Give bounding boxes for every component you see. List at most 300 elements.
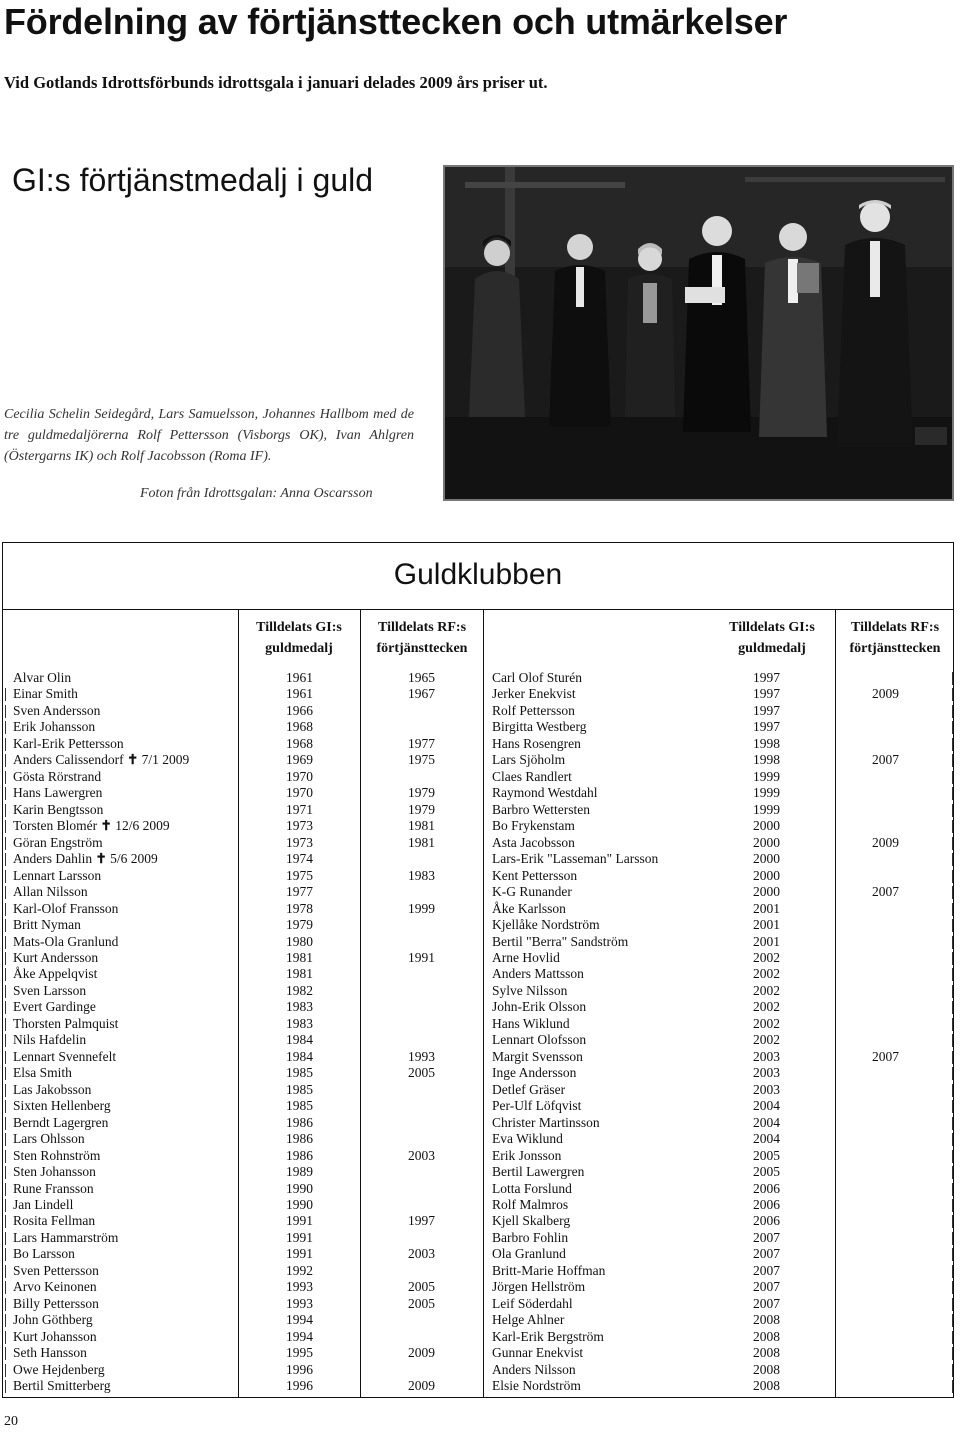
member-name-text: Allan Nilsson: [13, 884, 88, 900]
row-marker-bar: [952, 1314, 953, 1327]
member-name-text: Åke Appelqvist: [13, 966, 98, 982]
member-name: Rolf Malmros: [492, 1197, 569, 1212]
member-name: Gunnar Enekvist: [492, 1345, 584, 1361]
gi-year: 2008: [753, 1312, 780, 1328]
gi-year: 2008: [753, 1328, 780, 1344]
row-marker-bar: [952, 1018, 953, 1031]
table-row: [483, 868, 953, 884]
row-marker-bar: [952, 1281, 953, 1294]
rf-year: 1997: [408, 1213, 435, 1229]
table-row: [3, 1329, 483, 1345]
gi-year: 1999: [753, 801, 780, 817]
rf-year: 2007: [872, 1048, 899, 1064]
col-header-gi-left: [241, 617, 357, 659]
gi-year: 2002: [753, 949, 780, 965]
page-number: 20: [4, 1414, 18, 1429]
col-header-gi-line2: guldmedalj: [738, 641, 806, 656]
col-header-gi-right: [713, 617, 831, 659]
table-row: [3, 917, 483, 933]
table-row: [3, 719, 483, 735]
table-row: [3, 1032, 483, 1048]
rf-year: 1983: [408, 867, 435, 883]
table-row: [483, 686, 953, 702]
table-row: [483, 917, 953, 933]
row-marker-bar: [952, 870, 953, 883]
gi-year: 2007: [753, 1229, 780, 1245]
member-name-text: Seth Hansson: [13, 1345, 87, 1361]
rf-year: 1967: [408, 686, 435, 702]
guldklubben-table: [2, 542, 954, 1398]
table-row: [483, 736, 953, 752]
member-name: [13, 670, 71, 686]
gi-year: 2002: [753, 966, 780, 982]
gi-year: 1983: [286, 999, 313, 1015]
row-marker-bar: [952, 903, 953, 916]
gi-year: 2001: [753, 917, 780, 933]
member-name: [13, 1148, 100, 1164]
table-row: [483, 769, 953, 785]
row-marker-bar: [952, 738, 953, 751]
row-marker-bar: [952, 919, 953, 932]
table-row: [483, 950, 953, 966]
table-row: [3, 1197, 483, 1213]
table-row: [3, 1296, 483, 1312]
member-name: [13, 1230, 118, 1246]
member-name-text: Sixten Hellenberg: [13, 1098, 111, 1114]
member-name: Jerker Enekvist: [492, 686, 576, 702]
table-row: [483, 1279, 953, 1295]
member-name: Erik Jonsson: [492, 1147, 562, 1163]
row-marker-bar: [5, 919, 6, 932]
gi-year: 2006: [753, 1213, 780, 1229]
row-marker-bar: [952, 1183, 953, 1196]
member-name-text: Anders Calissendorf: [13, 752, 124, 768]
gi-year: 1961: [286, 686, 313, 702]
member-name-text: Einar Smith: [13, 686, 78, 702]
member-name: [13, 1246, 75, 1262]
gi-year: 1968: [286, 719, 313, 735]
member-name: Jörgen Hellström: [492, 1279, 586, 1295]
member-name: [13, 1279, 97, 1295]
row-marker-bar: [952, 1331, 953, 1344]
member-name: Eva Wiklund: [492, 1131, 563, 1147]
deceased-date: 7/1 2009: [141, 752, 190, 768]
row-marker-bar: [5, 1215, 6, 1228]
table-row: [3, 686, 483, 702]
table-row: [483, 1148, 953, 1164]
table-row: [483, 1131, 953, 1147]
gi-year: 1981: [286, 966, 313, 982]
row-marker-bar: [5, 738, 6, 751]
member-name: Barbro Fohlin: [492, 1229, 569, 1245]
member-name: Helge Ahlner: [492, 1312, 565, 1328]
gi-year: 1997: [753, 670, 780, 685]
member-name: [13, 1098, 111, 1114]
member-name-text: Elsa Smith: [13, 1065, 72, 1081]
member-name: Kent Pettersson: [492, 867, 578, 883]
row-marker-bar: [5, 1265, 6, 1278]
member-name-text: Thorsten Palmquist: [13, 1015, 119, 1031]
row-marker-bar: [5, 1100, 6, 1113]
member-name: Bertil "Berra" Sandström: [492, 933, 629, 949]
gi-year: 1990: [286, 1180, 313, 1196]
gi-year: 2000: [753, 818, 780, 834]
table-row: [3, 1263, 483, 1279]
gi-year: 1980: [286, 933, 313, 949]
row-marker-bar: [5, 1183, 6, 1196]
col-header-gi-line1: Tilldelats GI:s: [256, 620, 342, 635]
row-marker-bar: [952, 936, 953, 949]
row-marker-bar: [5, 903, 6, 916]
row-marker-bar: [5, 804, 6, 817]
table-row: [3, 785, 483, 801]
member-name: Elsie Nordström: [492, 1378, 581, 1394]
member-name: Per-Ulf Löfqvist: [492, 1098, 582, 1114]
member-name-text: Göran Engström: [13, 834, 103, 850]
member-name: Rolf Pettersson: [492, 702, 575, 718]
gi-year: 1982: [286, 982, 313, 998]
col-header-rf-line2: förtjänsttecken: [849, 641, 941, 656]
row-marker-bar: [5, 1117, 6, 1130]
table-row: [3, 835, 483, 851]
row-marker-bar: [5, 1051, 6, 1064]
gi-year: 1999: [753, 768, 780, 784]
col-header-gi-line1: Tilldelats GI:s: [729, 620, 815, 635]
table-row: [3, 1164, 483, 1180]
rf-year: 1999: [408, 900, 435, 916]
row-marker-bar: [952, 1265, 953, 1278]
member-name-text: Las Jakobsson: [13, 1081, 92, 1097]
row-marker-bar: [952, 1001, 953, 1014]
row-marker-bar: [5, 1133, 6, 1146]
table-row: [3, 1065, 483, 1081]
row-marker-bar: [952, 1051, 953, 1064]
member-name: Christer Martinsson: [492, 1114, 600, 1130]
row-marker-bar: [952, 1298, 953, 1311]
member-name: Britt-Marie Hoffman: [492, 1262, 606, 1278]
member-name: [13, 1065, 72, 1081]
table-row: [3, 950, 483, 966]
member-name: [13, 950, 98, 966]
table-row: [483, 1181, 953, 1197]
member-name-text: Karl-Erik Pettersson: [13, 735, 124, 751]
table-row: [483, 703, 953, 719]
rf-year: 2009: [872, 686, 899, 702]
table-row: [483, 1312, 953, 1328]
row-marker-bar: [5, 1084, 6, 1097]
member-name-text: Lars Hammarström: [13, 1229, 119, 1245]
member-name: [13, 752, 189, 768]
member-name: Arne Hovlid: [492, 949, 560, 965]
row-marker-bar: [952, 688, 953, 701]
row-marker-bar: [5, 1347, 6, 1360]
members-list-right: [483, 670, 953, 1395]
rf-year: 1981: [408, 834, 435, 850]
table-row: [483, 752, 953, 768]
row-marker-bar: [952, 952, 953, 965]
member-name-text: Arvo Keinonen: [13, 1279, 97, 1295]
table-row: [3, 1230, 483, 1246]
row-marker-bar: [5, 705, 6, 718]
table-row: [3, 1181, 483, 1197]
member-name: [13, 1181, 94, 1197]
member-name: Lars Sjöholm: [492, 752, 566, 768]
gi-year: 1977: [286, 884, 313, 900]
gi-year: 2000: [753, 851, 780, 867]
member-name: [13, 966, 97, 982]
row-marker-bar: [5, 1331, 6, 1344]
gi-year: 2002: [753, 1032, 780, 1048]
table-row: [483, 1082, 953, 1098]
row-marker-bar: [952, 721, 953, 734]
member-name: [13, 1378, 111, 1394]
table-row: [3, 1131, 483, 1147]
row-marker-bar: [5, 1248, 6, 1261]
table-row: [3, 670, 483, 686]
member-name-text: Alvar Olin: [13, 670, 72, 685]
row-marker-bar: [5, 754, 6, 767]
gi-year: 1970: [286, 768, 313, 784]
member-name: [13, 1164, 96, 1180]
member-name-text: Owe Hejdenberg: [13, 1361, 105, 1377]
table-row: [483, 1098, 953, 1114]
table-row: [483, 983, 953, 999]
member-name: Sylve Nilsson: [492, 982, 568, 998]
table-row: [3, 769, 483, 785]
row-marker-bar: [5, 1232, 6, 1245]
member-name: K-G Runander: [492, 884, 572, 900]
gi-year: 2004: [753, 1131, 780, 1147]
deceased-cross-icon: ✝: [126, 752, 139, 768]
ceremony-photo-graphic: [445, 167, 952, 499]
row-marker-bar: [5, 1001, 6, 1014]
member-name-text: Sten Rohnström: [13, 1147, 101, 1163]
row-marker-bar: [952, 968, 953, 981]
gi-year: 1991: [286, 1213, 313, 1229]
gi-year: 1993: [286, 1295, 313, 1311]
gi-year: 1985: [286, 1065, 313, 1081]
table-row: [483, 1016, 953, 1032]
member-name: [13, 785, 102, 801]
table-row: [483, 1164, 953, 1180]
table-row: [483, 1049, 953, 1065]
gi-year: 1985: [286, 1081, 313, 1097]
table-row: [3, 1362, 483, 1378]
gi-year: 1990: [286, 1197, 313, 1212]
rf-year: 1965: [408, 670, 435, 685]
row-marker-bar: [952, 853, 953, 866]
row-marker-bar: [952, 886, 953, 899]
page-subtitle: Vid Gotlands Idrottsförbunds idrottsgala i januari delades 2009 års priser ut.: [4, 73, 548, 92]
gi-year: 2000: [753, 884, 780, 900]
row-marker-bar: [952, 1117, 953, 1130]
table-row: [483, 851, 953, 867]
row-marker-bar: [5, 952, 6, 965]
row-marker-bar: [952, 1150, 953, 1163]
rf-year: 1979: [408, 801, 435, 817]
table-row: [3, 868, 483, 884]
row-marker-bar: [952, 1100, 953, 1113]
rf-year: 1977: [408, 735, 435, 751]
member-name-text: Gösta Rörstrand: [13, 768, 102, 784]
member-name-text: Lennart Larsson: [13, 867, 102, 883]
gi-year: 2008: [753, 1361, 780, 1377]
member-name: [13, 884, 88, 900]
member-name: [13, 1362, 105, 1378]
gi-year: 2008: [753, 1378, 780, 1394]
table-row: [3, 1148, 483, 1164]
col-header-rf-right: [837, 617, 953, 659]
member-name-text: Britt Nyman: [13, 917, 81, 933]
member-name-text: Berndt Lagergren: [13, 1114, 109, 1130]
rf-year: 1975: [408, 752, 435, 768]
member-name-text: Hans Lawergren: [13, 785, 103, 801]
gi-year: 1966: [286, 702, 313, 718]
table-row: [3, 934, 483, 950]
gi-year: 2002: [753, 999, 780, 1015]
col-header-rf-line2: förtjänsttecken: [376, 641, 468, 656]
gi-year: 1997: [753, 719, 780, 735]
rf-year: 2003: [408, 1147, 435, 1163]
gi-year: 2003: [753, 1065, 780, 1081]
member-name: Bertil Lawergren: [492, 1164, 585, 1180]
table-row: [3, 1082, 483, 1098]
member-name: Asta Jacobsson: [492, 834, 575, 850]
gi-year: 2001: [753, 933, 780, 949]
table-row: [483, 1230, 953, 1246]
photo-caption: Cecilia Schelin Seidegård, Lars Samuelsson, Johannes Hallbom med de tre guldmedaljörerna Rolf Pettersson (Visborgs OK), Ivan Ahlgren (Östergarns IK) och Rolf Jacobsson (Roma IF).: [4, 407, 414, 464]
row-marker-bar: [5, 1380, 6, 1393]
member-name: [13, 901, 118, 917]
table-row: [483, 1213, 953, 1229]
table-row: [483, 1197, 953, 1213]
rf-year: 2005: [408, 1295, 435, 1311]
member-name-text: Lennart Svennefelt: [13, 1048, 117, 1064]
table-row: [483, 999, 953, 1015]
row-marker-bar: [952, 1347, 953, 1360]
gi-year: 1983: [286, 1015, 313, 1031]
gi-year: 1984: [286, 1048, 313, 1064]
member-name: Carl Olof Sturén: [492, 670, 582, 685]
member-name-text: Nils Hafdelin: [13, 1032, 87, 1048]
gi-year: 1985: [286, 1098, 313, 1114]
member-name: [13, 769, 101, 785]
gi-year: 1986: [286, 1114, 313, 1130]
member-name-text: Mats-Ola Granlund: [13, 933, 119, 949]
member-name: [13, 1263, 99, 1279]
row-marker-bar: [952, 1215, 953, 1228]
row-marker-bar: [952, 1067, 953, 1080]
rf-year: 2003: [408, 1246, 435, 1262]
member-name: Hans Rosengren: [492, 735, 581, 751]
table-row: [483, 1362, 953, 1378]
member-name: [13, 868, 101, 884]
member-name-text: Sven Andersson: [13, 702, 101, 718]
member-name-text: Rune Fransson: [13, 1180, 94, 1196]
table-row: [3, 1098, 483, 1114]
member-name-text: Billy Pettersson: [13, 1295, 99, 1311]
member-name: [13, 818, 170, 834]
rf-year: 1979: [408, 785, 435, 801]
member-name: Anders Mattsson: [492, 966, 584, 982]
member-name: [13, 999, 96, 1015]
col-header-rf-line1: Tilldelats RF:s: [850, 620, 940, 635]
table-row: [483, 1065, 953, 1081]
gi-year: 1996: [286, 1361, 313, 1377]
table-row: [3, 999, 483, 1015]
row-marker-bar: [5, 985, 6, 998]
member-name: Ola Granlund: [492, 1246, 566, 1262]
table-row: [483, 1115, 953, 1131]
gi-year: 2004: [753, 1114, 780, 1130]
gi-year: 1974: [286, 851, 313, 867]
member-name: [13, 1082, 91, 1098]
gi-year: 1992: [286, 1262, 313, 1278]
row-marker-bar: [5, 1199, 6, 1212]
member-name: [13, 1213, 95, 1229]
member-name: [13, 835, 103, 851]
row-marker-bar: [5, 936, 6, 949]
table-row: [3, 818, 483, 834]
rf-year: 1991: [408, 949, 435, 965]
member-name: [13, 851, 158, 867]
row-marker-bar: [952, 1380, 953, 1393]
member-name-text: Jan Lindell: [13, 1197, 74, 1212]
row-marker-bar: [5, 1298, 6, 1311]
row-marker-bar: [5, 1034, 6, 1047]
gi-year: 1975: [286, 867, 313, 883]
member-name: [13, 1329, 97, 1345]
table-row: [483, 901, 953, 917]
gi-year: 1993: [286, 1279, 313, 1295]
table-row: [3, 901, 483, 917]
gi-year: 2008: [753, 1345, 780, 1361]
row-marker-bar: [5, 870, 6, 883]
gi-year: 1989: [286, 1164, 313, 1180]
table-row: [483, 1032, 953, 1048]
col-header-gi-line2: guldmedalj: [265, 641, 333, 656]
member-name: Lotta Forslund: [492, 1180, 572, 1196]
member-name: [13, 1032, 86, 1048]
table-row: [3, 851, 483, 867]
rf-year: 2009: [872, 834, 899, 850]
gi-year: 2004: [753, 1098, 780, 1114]
table-row: [483, 1345, 953, 1361]
award-ceremony-photo: [443, 165, 954, 501]
gi-year: 1994: [286, 1328, 313, 1344]
gi-year: 1970: [286, 785, 313, 801]
member-name-text: Anders Dahlin: [13, 851, 93, 867]
rf-year: 2007: [872, 752, 899, 768]
gi-year: 2007: [753, 1279, 780, 1295]
member-name: Bo Frykenstam: [492, 818, 575, 834]
member-name: Lennart Olofsson: [492, 1032, 587, 1048]
member-name: Lars-Erik "Lasseman" Larsson: [492, 851, 659, 867]
row-marker-bar: [5, 1067, 6, 1080]
member-name: [13, 1345, 87, 1361]
member-name: Raymond Westdahl: [492, 785, 598, 801]
rf-year: 2005: [408, 1065, 435, 1081]
row-marker-bar: [952, 1364, 953, 1377]
gi-year: 2002: [753, 1015, 780, 1031]
row-marker-bar: [952, 754, 953, 767]
gi-year: 1994: [286, 1312, 313, 1328]
table-row: [483, 1246, 953, 1262]
table-row: [483, 802, 953, 818]
table-row: [483, 1378, 953, 1394]
table-row: [3, 1279, 483, 1295]
member-name-text: Evert Gardinge: [13, 999, 96, 1015]
